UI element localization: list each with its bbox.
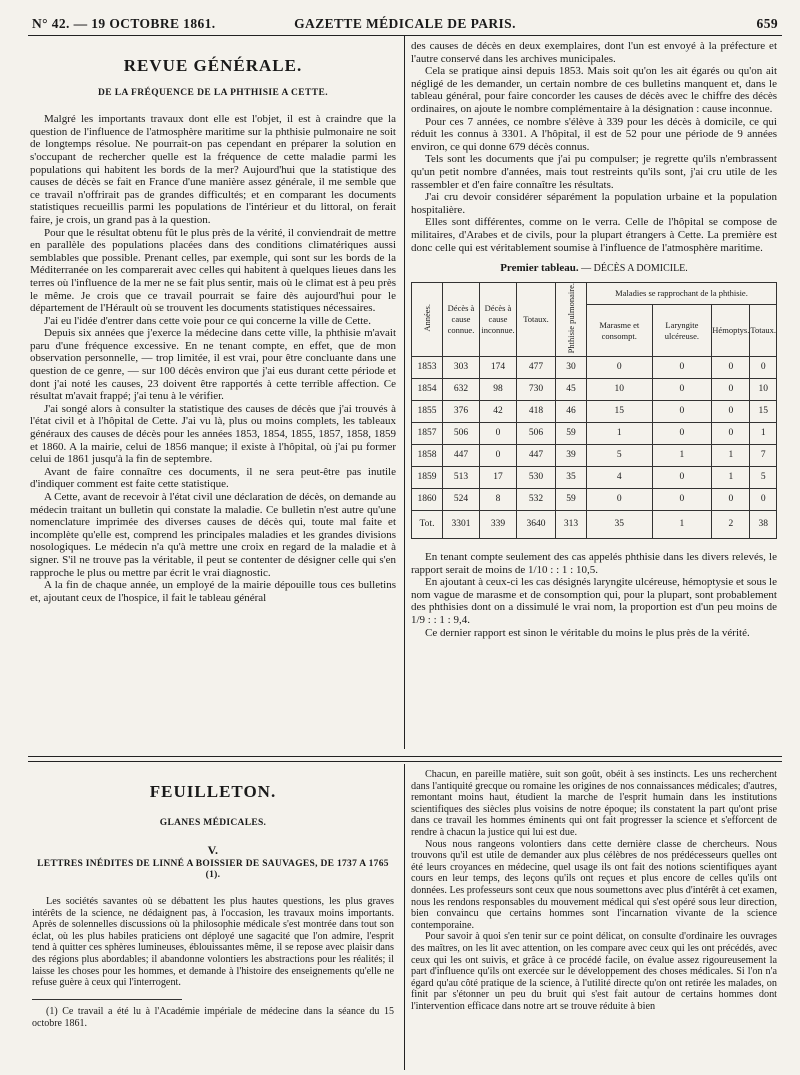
table-cell: 0: [587, 357, 653, 379]
table-cell: 1: [750, 423, 777, 445]
table-cell: 1853: [412, 357, 443, 379]
table-cell: 174: [480, 357, 517, 379]
table-cell: 5: [750, 467, 777, 489]
table-cell: 4: [587, 467, 653, 489]
col-header-totaux: Totaux.: [517, 282, 556, 356]
table-cell: 39: [556, 445, 587, 467]
table-cell: 303: [443, 357, 480, 379]
col-header-deces-inconnue: Décès à cause inconnue.: [480, 282, 517, 356]
table-cell: 35: [556, 467, 587, 489]
table-cell: 7: [750, 445, 777, 467]
table-cell: 1855: [412, 401, 443, 423]
table-cell: 30: [556, 357, 587, 379]
table-cell: 477: [517, 357, 556, 379]
paragraph: Ce dernier rapport est sinon le véritable du moins le plus près de la vérité.: [425, 626, 750, 639]
paragraph: Pour ces 7 années, ce nombre s'élève à 339 pour les décès à domicile, ce qui réduit les connus à 3301. A l'hôpital, il est de 52 pour une période de 9 années environ, ce qui donne 679 décès connus.: [411, 115, 777, 153]
table-cell: 5: [587, 445, 653, 467]
table-cell: 59: [556, 489, 587, 511]
table-cell: 0: [750, 489, 777, 511]
table-caption-text: — DÉCÈS A DOMICILE.: [581, 263, 688, 275]
col-header-deces-connue: Décès à cause connue.: [443, 282, 480, 356]
feuilleton-section: GLANES MÉDICALES.: [159, 817, 267, 828]
paragraph: des causes de décès en deux exemplaires, dont l'un est envoyé à la préfecture et l'autre conservé dans les archives municipales.: [411, 40, 777, 65]
table-body: [412, 357, 777, 539]
table-cell: 376: [443, 401, 480, 423]
table-cell: 447: [443, 445, 480, 467]
table-cell: 730: [517, 379, 556, 401]
table-cell: 313: [556, 511, 587, 539]
col-header-group: Maladies se rapprochant de la phthisie.: [587, 282, 777, 305]
table-cell: 1857: [412, 423, 443, 445]
paragraph: Pour que le résultat obtenu fût le plus près de la vérité, il conviendrait de mettre en parallèle des populations placées dans des conditions climatériques aussi semblables que possible. Prenant celles, par exemple, qui sont sur les bords de la Méditerranée on les comparerait avec celles qui habitent à quelques lieues dans les terres où l'influence de la mer ne se fait plus sentir, mais où le climat est à peu près le même. Je crois que ce travail pourrait se faire dès aujourd'hui pour le département de l'Hérault où se trouvent les documents statistiques nécessaires.: [30, 226, 396, 315]
table-cell: 0: [652, 357, 712, 379]
paragraph: Les sociétés savantes où se débattent les plus hautes questions, les plus graves intérêts de la science, ne dédaignent pas, à l'occasion, les travaux moins importants. Après de solennelles discussions où la philosophie médicale s'est montrée dans tout son éclat, où les plus habiles praticiens ont déployé une sagacité que l'on admire, l'esprit tend à quitter ces sphères lumineuses, éblouissantes même, il se repose avec plaisir dans des régions plus abordables; il abandonne volontiers les abstractions pour les réalités; il laisse les choses pour les hommes, et demande à l'histoire des enseignements qu'elle ne refuse guère à ceux qui l'interrogent.: [32, 895, 394, 989]
table-cell: 2: [712, 511, 750, 539]
table-cell: 10: [750, 379, 777, 401]
col-header-hemoptys: Hémoptys.: [712, 305, 750, 357]
table-cell: 532: [517, 489, 556, 511]
feuilleton-left-column: [32, 782, 394, 1030]
feuilleton-numeral: V.: [207, 843, 219, 858]
table-cell: 1860: [412, 489, 443, 511]
table-cell: 0: [587, 489, 653, 511]
feuilleton-right-column: [411, 769, 777, 1012]
table-cell: 59: [556, 423, 587, 445]
paragraph: En ajoutant à ceux-ci les cas désignés laryngite ulcéreuse, hémoptysie et sous le nom vague de marasme et de consomption qui, pour la plupart, sont probablement des phthisies dont on a dissimulé le vrai nom, la proportion est d'un peu moins de 1/9 : : 1 : 9,4.: [411, 576, 777, 627]
issue-number: N° 42. — 19 OCTOBRE 1861.: [32, 16, 216, 31]
page-number: 659: [756, 16, 778, 31]
table-cell: 10: [587, 379, 653, 401]
table-cell: 98: [480, 379, 517, 401]
table-cell: 17: [480, 467, 517, 489]
table-cell: 35: [587, 511, 653, 539]
paragraph: Nous nous rangeons volontiers dans cette dernière classe de chercheurs. Nous trouvons qu'il est utile de demander aux plus célèbres de nos prédécesseurs quelles ont été leurs croyances en médecine, quel usage ils ont fait des notions scientifiques ayant cours en leur temps, des leçons qu'ils ont reçues et plus encore de celles qu'ils ont données. Les professeurs sont ceux que nous soumettons avec plus d'intérêt à cet examen, nous les rendons responsables du mouvement médical qui s'est opéré sous leur direction, bien convaincu que certains hommes sont l'incarnation vivante de la science contemporaine.: [411, 838, 777, 931]
paragraph: Pour savoir à quoi s'en tenir sur ce point délicat, on consulte d'ordinaire les ouvrages des maîtres, on les lit avec attention, on les compare avec ceux qui les ont précédés, avec ceux qui les ont suivis, et grâce à ce procédé facile, on évalue assez rigoureusement la part d'influence qu'ils ont exercée sur le développement des choses médicales. Si l'on n'a égard qu'au côté pratique de la science, à l'utilité directe qu'on ont retirée les malades, on finit par s'étonner un peu du bruit qui s'est fait autour de certains hommes dont l'intervention efficace dans notre art se trouve réduite à bien: [411, 931, 777, 1012]
footnote: (1) Ce travail a été lu à l'Académie impériale de médecine dans la séance du 15 octobre 1861.: [32, 1005, 394, 1029]
table-cell: 46: [556, 401, 587, 423]
col-header-totaux2: Totaux.: [750, 305, 777, 357]
table-cell: 38: [750, 511, 777, 539]
feuilleton-rule-top: [28, 756, 782, 757]
col-header-marasme: Marasme et consompt.: [587, 305, 653, 357]
table-cell: 1: [712, 445, 750, 467]
paragraph: A Cette, avant de recevoir à l'état civil une déclaration de décès, on demande au médecin traitant un bulletin qui constate la maladie. Ce bulletin n'est autre qu'une nomenclature imprimée des diverses causes de décès qui, toute mal faite et incomplète qu'elle est, comprend les principales maladies et les grandes divisions nosologiques. Le médecin n'a qu'à mettre une croix en regard de la maladie et à signer. S'il ne trouve pas la véritable, il peut se contenter de désigner celle qui s'en rapproche le plus ou mettre par écrit le vrai diagnostic.: [30, 491, 396, 579]
table-cell: 447: [517, 445, 556, 467]
table-row: [412, 357, 777, 379]
paragraph: J'ai cru devoir considérer séparément la population urbaine et la population hospitalière.: [411, 191, 777, 216]
table-cell: 0: [480, 423, 517, 445]
revue-right-column: [411, 40, 777, 639]
table-cell: 1859: [412, 467, 443, 489]
page-header: [28, 12, 782, 34]
paragraph: J'ai eu l'idée d'entrer dans cette voie pour ce qui concerne la ville de Cette.: [44, 314, 371, 327]
table-cell: 45: [556, 379, 587, 401]
revue-right-after-table: [411, 551, 777, 639]
table-row: [412, 423, 777, 445]
table-caption-bold: Premier tableau.: [500, 262, 579, 275]
table-cell: 1858: [412, 445, 443, 467]
paragraph: Malgré les importants travaux dont elle est l'objet, il est à craindre que la question de l'influence de l'atmosphère maritime sur la phthisie pulmonaire ne soit de longtemps résolue. Ne pourrait-on pas cependant en préparer la solution en s'occupant de rechercher quelle est la fréquence de cette maladie parmi les populations qui habitent les bords de la mer? Aujourd'hui que la statistique des causes de décès se fait en France d'une manière assez générale, il me semble que ce travail n'offrirait pas de grandes difficultés; et en comparant les documents statistiques recueillis parmi les populations de l'intérieur et du littoral, on ferait faire, je crois, un grand pas à la question.: [30, 113, 396, 226]
table-total-row: [412, 511, 777, 539]
revue-left-text: [30, 113, 396, 604]
paragraph: Depuis six années que j'exerce la médecine dans cette ville, la phthisie m'avait paru d'une fréquence excessive. En ne tenant compte, en effet, que de mon observation personnelle, — trop limitée, il est vrai, pour être concluante dans une question de ce genre, — sur 100 décès environ que j'ai eus durant cette période et dont j'ai noté les causes, 23 doivent être rapportés à cette terrible affection. Ce résultat m'avait frappé; j'ai tenu à le vérifier.: [30, 327, 396, 403]
journal-title: GAZETTE MÉDICALE DE PARIS.: [294, 16, 516, 31]
table-cell: 0: [712, 379, 750, 401]
table-cell: 524: [443, 489, 480, 511]
table-cell: 3301: [443, 511, 480, 539]
table-cell: 3640: [517, 511, 556, 539]
paragraph: Elles sont différentes, comme on le verra. Celle de l'hôpital se compose de militaires, d'Arabes et de civils, pour la plupart étrangers à Cette. La première est donc celle qui est véritablement soumise à l'influence de l'atmosphère maritime.: [411, 216, 777, 254]
feuilleton-rule-bottom: [28, 761, 782, 762]
table-cell: 0: [652, 379, 712, 401]
table-cell: 1: [652, 445, 712, 467]
column-divider: [404, 764, 405, 1070]
paragraph: Avant de faire connaître ces documents, il ne sera peut-être pas inutile d'indiquer comment est faite cette statistique.: [30, 465, 396, 491]
table-cell: 1854: [412, 379, 443, 401]
paragraph: J'ai songé alors à consulter la statistique des causes de décès que j'ai trouvés à l'état civil et à l'hôpital de Cette. J'ai vu là, plus ou moins complets, les tableaux généraux des causes de décès pour les années 1853, 1854, 1855, 1857, 1858, 1859 et 1860. A la mairie, celui de 1856 manque; il existe à l'hôpital, où j'ai pu former celui de 1861 jusqu'à la fin de septembre.: [30, 402, 396, 466]
deaths-table: [411, 282, 777, 539]
table-cell: 530: [517, 467, 556, 489]
table-cell: 1: [587, 423, 653, 445]
table-cell: 42: [480, 401, 517, 423]
table-cell: 339: [480, 511, 517, 539]
table-row: [412, 401, 777, 423]
table-cell: 0: [712, 423, 750, 445]
column-divider: [404, 36, 405, 749]
table-cell: 0: [712, 357, 750, 379]
revue-subtitle: DE LA FRÉQUENCE DE LA PHTHISIE A CETTE.: [98, 87, 328, 98]
table-cell: 1: [652, 511, 712, 539]
table-cell: 418: [517, 401, 556, 423]
table-cell: 8: [480, 489, 517, 511]
table-caption: [411, 262, 777, 276]
table-row: [412, 379, 777, 401]
table-cell: 0: [652, 489, 712, 511]
table-cell: 0: [652, 423, 712, 445]
paragraph: A la fin de chaque année, un employé de la mairie dépouille tous ces bulletins et, ajoutant ceux de l'hospice, il fait le tableau général: [30, 579, 396, 604]
col-header-phthisie: Phthisie pulmonaire.: [556, 282, 587, 356]
table-cell: 0: [480, 445, 517, 467]
feuilleton-title: FEUILLETON.: [149, 782, 277, 801]
table-cell: 0: [712, 489, 750, 511]
header-rule: [28, 35, 782, 36]
revue-title: REVUE GÉNÉRALE.: [123, 56, 303, 75]
table-cell: 506: [443, 423, 480, 445]
paragraph: Cela se pratique ainsi depuis 1853. Mais soit qu'on les ait égarés ou qu'on ait négligé de les demander, un certain nombre de ces bulletins manquent et, dans le tableau général, pour faire concorder les causes de décès avec le chiffre des décès ordinaires, on ajoute le nombre complémentaire à la désignation : cause inconnue.: [411, 65, 777, 115]
table-cell: 0: [750, 357, 777, 379]
paragraph: Chacun, en pareille matière, suit son goût, obéit à ses instincts. Les uns recherchent dans l'antiquité grecque ou romaine les origines de nos connaissances médicales; d'autres, remontant moins haut, étudient la marche de l'esprit humain dans les institutions scientifiques des siècles plus voisins de notre époque; ils constatent la part qu'ont prise dans ce travail les hommes éminents qui ont fait progresser la science et s'efforcent de rendre à chacun la justice qui lui est due.: [411, 769, 777, 838]
table-cell: 513: [443, 467, 480, 489]
table-cell: 0: [652, 467, 712, 489]
paragraph: En tenant compte seulement des cas appelés phthisie dans les divers relevés, le rapport serait de moins de 1/10 : : 1 : 10,5.: [411, 551, 777, 576]
table-cell: Tot.: [412, 511, 443, 539]
table-cell: 632: [443, 379, 480, 401]
table-cell: 0: [712, 401, 750, 423]
table-cell: 15: [587, 401, 653, 423]
paragraph: Tels sont les documents que j'ai pu compulser; je regrette qu'ils n'embrassent qu'un petit nombre d'années, mais tout restreints qu'ils sont, j'ai cru utile de les rassembler et d'en faire connaître les résultats.: [411, 153, 777, 191]
table-row: [412, 445, 777, 467]
table-cell: 0: [652, 401, 712, 423]
table-cell: 506: [517, 423, 556, 445]
feuilleton-heading: LETTRES INÉDITES DE LINNÉ A BOISSIER DE SAUVAGES, DE 1737 A 1765 (1).: [37, 858, 389, 881]
table-cell: 15: [750, 401, 777, 423]
table-cell: 1: [712, 467, 750, 489]
table-row: [412, 489, 777, 511]
footnote-rule: [32, 999, 182, 1000]
revue-left-column: [30, 56, 396, 604]
col-header-annees: Années.: [412, 282, 443, 356]
table-row: [412, 467, 777, 489]
col-header-laryngite: Laryngite ulcéreuse.: [652, 305, 712, 357]
